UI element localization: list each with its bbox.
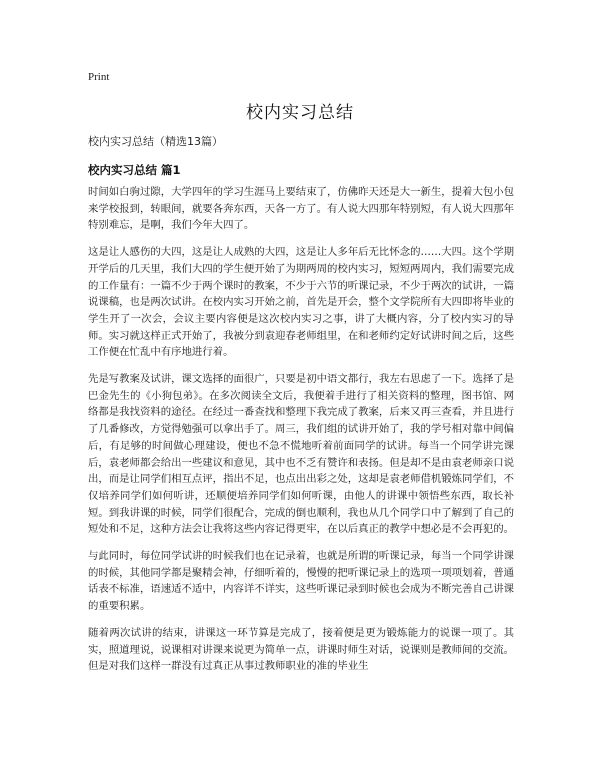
paragraph: 这是让人感伤的大四，这是让人成熟的大四，这是让人多年后无比怀念的……大四。这个学期开学后的几天里，我们大四的学生便开始了为期两周的校内实习，短短两周内，我们需要完成的工作量有：一篇不少于两个课时的教案，不少于六节的听课记录，不少于两次的试讲，一篇说课稿，也是两次试讲。在校内实习开始之前，首先是开会，整个文学院所有大四即将毕业的学生开了一次会，会议主要内容便是这次校内实习之事，讲了大概内容，分了校内实习的导师。实习就这样正式开始了，我被分到袁迎春老师组里，在和老师约定好试讲时间之后，这些工作便在忙乱中有序地进行着。 [88, 246, 515, 359]
paragraph: 先是写教案及试讲，课文选择的面很广，只要是初中语文都行，我左右思虑了一下。选择了是巴金先生的《小狗包弟》。在多次阅读全文后，我便着手进行了相关资料的整理，图书馆、网络都是我找资料的途径。在经过一番查找和整理下我完成了教案，后来又再三查看，并且进行了几番修改，方觉得勉强可以拿出手了。周三，我们组的试讲开始了，我的学号相对靠中间偏后，有足够的时间做心理建设，便也不急不慌地听着前面同学的试讲。每当一个同学讲完课后，袁老师都会给出一些建议和意见，其中也不乏有赞许和表扬。但是却不是由袁老师亲口说出，而是让同学们相互点评，指出不足，也点出出彩之处，这却是袁老师借机锻炼同学们，不仅培养同学们如何听讲，还顺便培养同学们如何听课，由他人的讲课中领悟些东西，取长补短。到我讲课的时候，同学们很配合，完成的倒也顺利，我也从几个同学口中了解到了自己的短处和不足，这种方法会让我将这些内容记得更牢，在以后真正的教学中想必是不会再犯的。 [88, 373, 515, 536]
page-title: 校内实习总结 [246, 103, 354, 123]
print-link[interactable]: Print [88, 71, 110, 83]
paragraph: 随着两次试讲的结束，讲课这一环节算是完成了，接着便是更为锻炼能力的说课一项了。其实，照道理说，说课相对讲课来说更为简单一点，讲课时师生对话，说课则是教师间的交流。但是对我们这样一群没有过真正从事过教师职业的准的毕业生 [88, 626, 515, 673]
document-subtitle: 校内实习总结（精选13篇） [88, 135, 223, 148]
paragraph: 时间如白驹过隙，大学四年的学习生涯马上要结束了，仿佛昨天还是大一新生，提着大包小包来学校报到，转眼间，就要各奔东西，天各一方了。有人说大四那年特别短，有人说大四那年特别难忘，是啊，我们今年大四了。 [88, 186, 515, 232]
section-heading: 校内实习总结 篇1 [88, 163, 181, 177]
article-body [88, 184, 514, 685]
paragraph: 与此同时，每位同学试讲的时候我们也在记录着，也就是所谓的听课记录，每当一个同学讲课的时候，其他同学都是聚精会神，仔细听着的，慢慢的把听课记录上的选项一项项划着，普通话表不标准，语速适不适中，内容详不详实，这些听课记录到时候也会成为不断完善自己讲课的重要积累。 [88, 550, 515, 613]
